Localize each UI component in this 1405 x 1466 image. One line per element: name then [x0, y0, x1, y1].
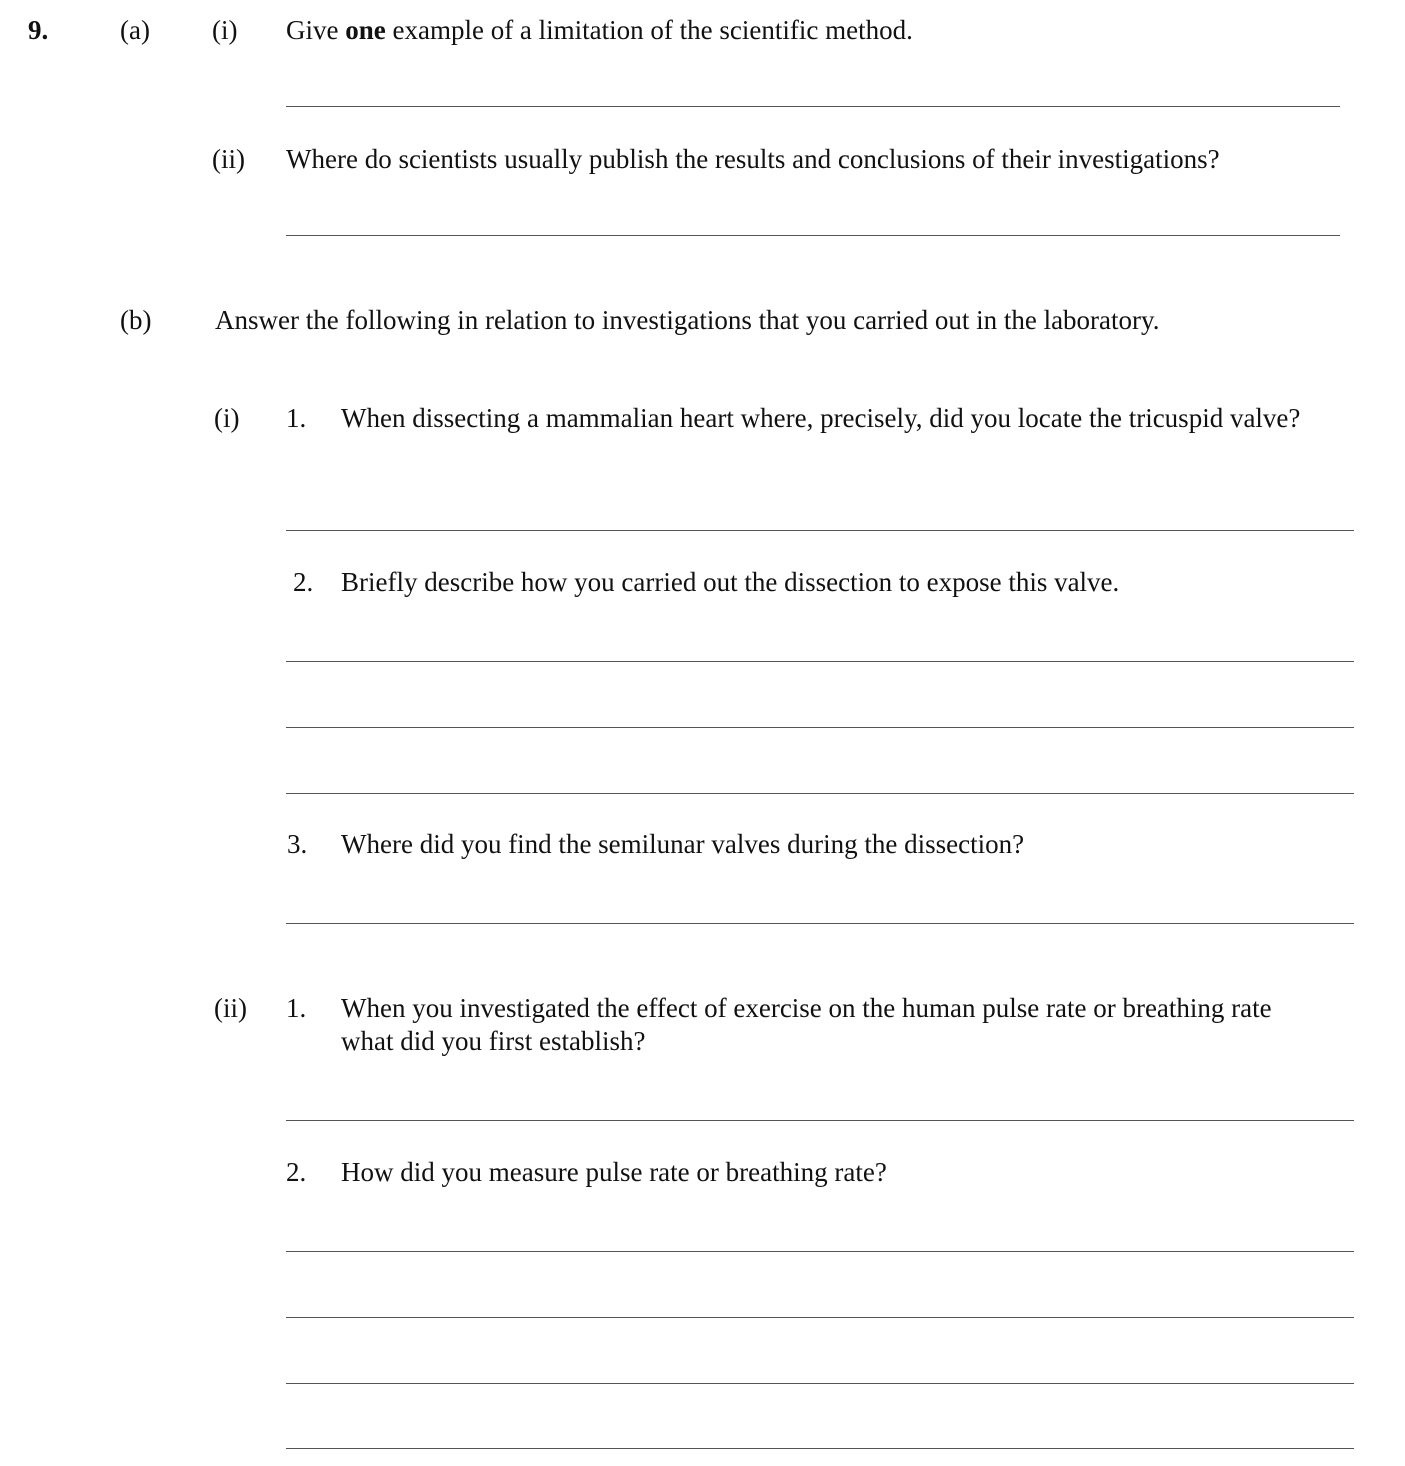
- part-a-ii-label: (ii): [212, 144, 245, 174]
- part-b-intro: Answer the following in relation to investigations that you carried out in the laboratory.: [215, 305, 1160, 335]
- part-b-label: (b): [120, 305, 152, 335]
- part-b-ii-2-question: How did you measure pulse rate or breathing rate?: [341, 1157, 887, 1187]
- part-a-i-question: Give one example of a limitation of the scientific method.: [286, 15, 913, 45]
- answer-line-b-i-2b[interactable]: [286, 727, 1354, 728]
- answer-line-b-i-3[interactable]: [286, 923, 1354, 924]
- answer-line-b-i-2a[interactable]: [286, 661, 1354, 662]
- part-b-i-label: (i): [214, 403, 240, 433]
- part-b-ii-2-number: 2.: [286, 1157, 307, 1187]
- emphasis-one: one: [345, 15, 386, 45]
- answer-line-b-ii-2c[interactable]: [286, 1383, 1354, 1384]
- answer-line-b-i-1[interactable]: [286, 530, 1354, 531]
- part-b-ii-1-number: 1.: [286, 993, 307, 1023]
- answer-line-b-ii-2a[interactable]: [286, 1251, 1354, 1252]
- part-b-i-1-question: When dissecting a mammalian heart where, precisely, did you locate the tricuspid valve?: [341, 403, 1301, 433]
- part-b-i-1-number: 1.: [286, 403, 307, 433]
- part-b-i-2-question: Briefly describe how you carried out the dissection to expose this valve.: [341, 567, 1120, 597]
- part-b-i-3-number: 3.: [287, 829, 308, 859]
- part-b-ii-label: (ii): [214, 993, 247, 1023]
- part-b-ii-1-question: When you investigated the effect of exercise on the human pulse rate or breathing rate what did you first establish?: [341, 993, 1272, 1056]
- part-b-i-3-question: Where did you find the semilunar valves during the dissection?: [341, 829, 1025, 859]
- part-a-ii-question: Where do scientists usually publish the results and conclusions of their investigations?: [286, 144, 1220, 174]
- answer-line-b-ii-2b[interactable]: [286, 1317, 1354, 1318]
- answer-line-a-ii[interactable]: [286, 235, 1340, 236]
- part-a-label: (a): [120, 15, 150, 45]
- question-number: 9.: [28, 15, 49, 45]
- answer-line-a-i[interactable]: [286, 106, 1340, 107]
- part-b-i-2-number: 2.: [293, 567, 314, 597]
- answer-line-b-i-2c[interactable]: [286, 793, 1354, 794]
- answer-line-b-ii-1[interactable]: [286, 1120, 1354, 1121]
- answer-line-b-ii-2d[interactable]: [286, 1448, 1354, 1449]
- part-a-i-label: (i): [212, 15, 238, 45]
